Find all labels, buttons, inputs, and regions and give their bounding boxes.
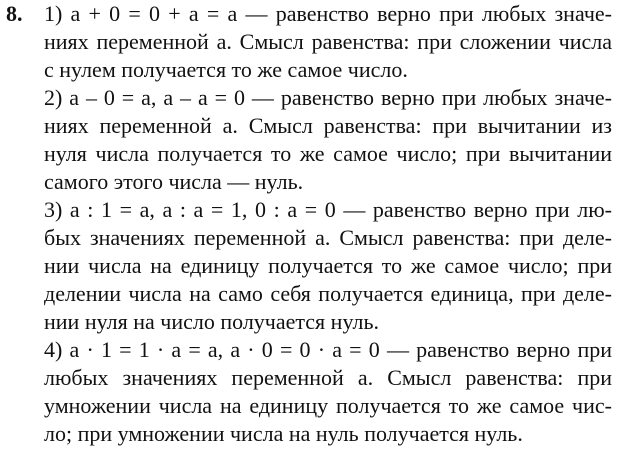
text-line-9: бых значениях переменной a. Смысл равенства: при деле- bbox=[44, 225, 612, 250]
text-line-2: ниях переменной a. Смысл равенства: при сложении числа bbox=[44, 29, 612, 54]
text-line-8: 3) a : 1 = a, a : a = 1, 0 : a = 0 — равенство верно при лю- bbox=[44, 197, 612, 222]
exercise-number: 8. bbox=[6, 1, 23, 26]
text-line-15: умножении числа на единицу получается то же самое чис- bbox=[44, 393, 612, 418]
text-line-11: делении числа на само себя получается единица, при деле- bbox=[44, 281, 612, 306]
text-line-16: ло; при умножении числа на нуль получается нуль. bbox=[44, 421, 523, 446]
text-line-10: нии числа на единицу получается то же самое число; при bbox=[44, 253, 612, 278]
text-line-12: нии нуля на число получается нуль. bbox=[44, 309, 379, 334]
text-line-5: ниях переменной a. Смысл равенства: при вычитании из bbox=[44, 113, 612, 138]
text-line-3: с нулем получается то же самое число. bbox=[44, 57, 408, 82]
text-line-14: любых значениях переменной a. Смысл равенства: при bbox=[44, 365, 612, 390]
text-line-4: 2) a – 0 = a, a – a = 0 — равенство верно при любых значе- bbox=[44, 85, 612, 110]
text-line-1: 1) a + 0 = 0 + a = a — равенство верно при любых значе- bbox=[44, 1, 612, 26]
text-line-13: 4) a · 1 = 1 · a = a, a · 0 = 0 · a = 0 — равенство верно при bbox=[44, 337, 612, 362]
text-line-7: самого этого числа — нуль. bbox=[44, 169, 304, 194]
text-line-6: нуля числа получается то же самое число; при вычитании bbox=[44, 141, 612, 166]
